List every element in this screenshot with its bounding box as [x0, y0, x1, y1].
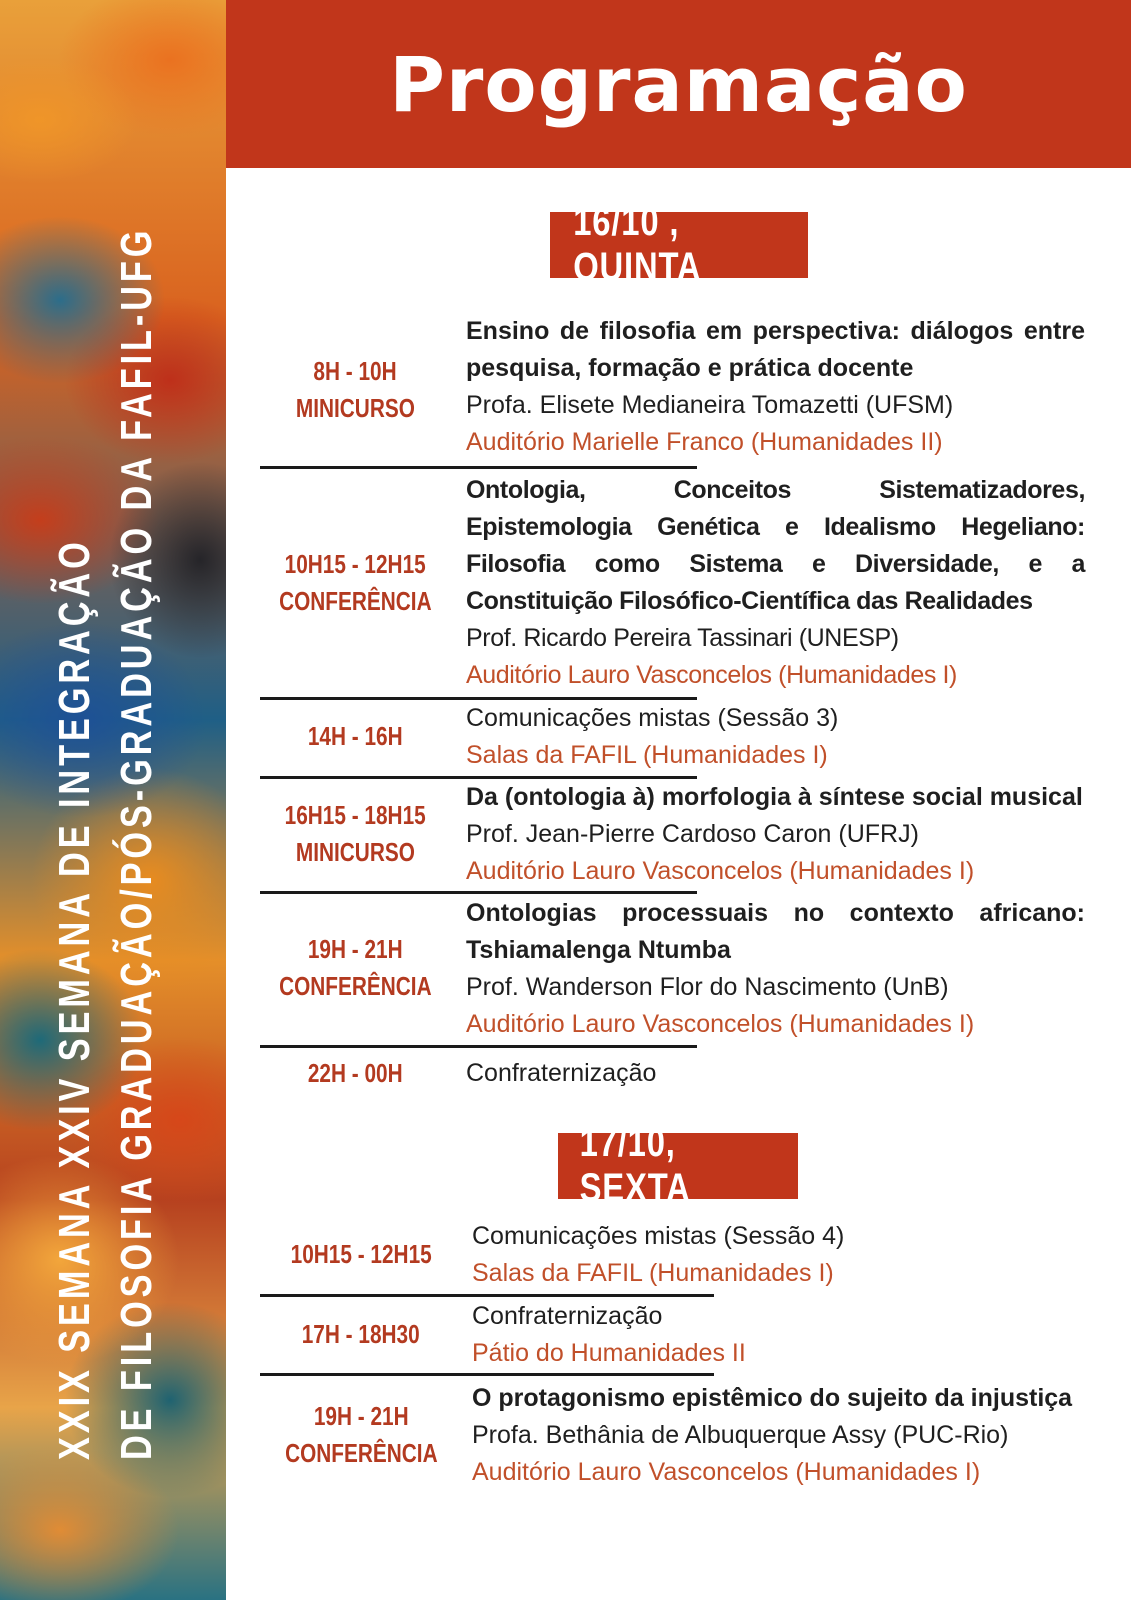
event-location: Salas da FAFIL (Humanidades I): [466, 741, 828, 769]
schedule-row: [260, 700, 1085, 774]
event-details: [466, 895, 1085, 1043]
row-divider: [260, 1045, 697, 1048]
day-badge-friday: 17/10, SEXTA: [558, 1133, 798, 1199]
event-location: Auditório Marielle Franco (Humanidades II): [466, 428, 943, 456]
event-details: [466, 779, 1085, 890]
event-details: [466, 1055, 1085, 1092]
schedule-row: [260, 313, 1085, 463]
event-title: Ontologias processuais no contexto africano: Tshiamalenga Ntumba: [466, 899, 1085, 964]
event-speaker: Profa. Elisete Medianeira Tomazetti (UFSM): [466, 391, 954, 419]
event-details: [472, 1218, 1091, 1292]
event-time: 19H - 21H CONFERÊNCIA: [285, 1401, 438, 1468]
event-time: 16H15 - 18H15 MINICURSO: [284, 800, 426, 867]
event-title: Da (ontologia à) morfologia à síntese social musical: [466, 783, 1083, 811]
event-speaker: Prof. Wanderson Flor do Nascimento (UnB): [466, 973, 949, 1001]
event-details: [466, 313, 1085, 461]
schedule-row: [260, 1055, 1085, 1095]
page-title: Programação: [389, 39, 968, 129]
schedule-row: [260, 472, 1085, 692]
schedule-row: [260, 895, 1085, 1043]
schedule-row: [266, 1298, 1091, 1372]
event-speaker: Comunicações mistas (Sessão 3): [466, 704, 839, 732]
sidebar-title-line-1: XXIX SEMANA XXIV SEMANA DE INTEGRAÇÃO: [50, 538, 99, 1460]
schedule-row: [260, 779, 1085, 889]
event-title: O protagonismo epistêmico do sujeito da injustiça: [472, 1384, 1073, 1412]
event-speaker: Profa. Bethânia de Albuquerque Assy (PUC-Rio): [472, 1421, 1009, 1449]
event-location: Auditório Lauro Vasconcelos (Humanidades I): [466, 857, 975, 885]
event-time: 10H15 - 12H15: [290, 1239, 432, 1269]
row-divider: [260, 891, 697, 894]
event-time: 14H - 16H: [307, 721, 403, 751]
event-speaker: Confraternização: [472, 1302, 663, 1330]
painted-sidebar: [0, 0, 226, 1600]
event-speaker: Confraternização: [466, 1059, 657, 1087]
event-time: 22H - 00H: [307, 1058, 403, 1088]
event-location: Salas da FAFIL (Humanidades I): [472, 1259, 834, 1287]
event-details: [466, 700, 1085, 774]
event-location: Auditório Lauro Vasconcelos (Humanidades I): [472, 1458, 981, 1486]
event-details: [466, 472, 1085, 694]
event-time: 10H15 - 12H15 CONFERÊNCIA: [279, 549, 432, 616]
day-badge-thursday: 16/10 , QUINTA: [550, 212, 808, 278]
row-divider: [260, 1373, 714, 1376]
event-speaker: Prof. Jean-Pierre Cardoso Caron (UFRJ): [466, 820, 919, 848]
header-bar: [226, 0, 1131, 168]
sidebar-title-line-2: DE FILOSOFIA GRADUAÇÃO/PÓS-GRADUAÇÃO DA FAFIL-UFG: [112, 226, 161, 1461]
event-time: 17H - 18H30: [302, 1319, 420, 1349]
row-divider: [260, 466, 697, 469]
event-details: [472, 1298, 1091, 1372]
event-title: Ensino de filosofia em perspectiva: diálogos entre pesquisa, formação e prática docente: [466, 317, 1085, 382]
event-location: Auditório Lauro Vasconcelos (Humanidades I): [466, 1010, 975, 1038]
schedule-row: [266, 1218, 1091, 1292]
event-speaker: Comunicações mistas (Sessão 4): [472, 1222, 845, 1250]
row-divider: [260, 1294, 714, 1297]
event-location: Pátio do Humanidades II: [472, 1339, 746, 1367]
schedule-row: [266, 1380, 1091, 1492]
event-title: Ontologia, Conceitos Sistematizadores, Epistemologia Genética e Idealismo Hegeliano: Filosofia como Sistema e Diversidade, e a Constituição Filosófico-Científica das Realidades: [466, 476, 1085, 615]
event-speaker: Prof. Ricardo Pereira Tassinari (UNESP): [466, 624, 899, 652]
event-time: 8H - 10H MINICURSO: [295, 356, 415, 423]
event-location: Auditório Lauro Vasconcelos (Humanidades I): [466, 661, 957, 689]
event-time: 19H - 21H CONFERÊNCIA: [279, 934, 432, 1001]
event-details: [472, 1380, 1091, 1491]
